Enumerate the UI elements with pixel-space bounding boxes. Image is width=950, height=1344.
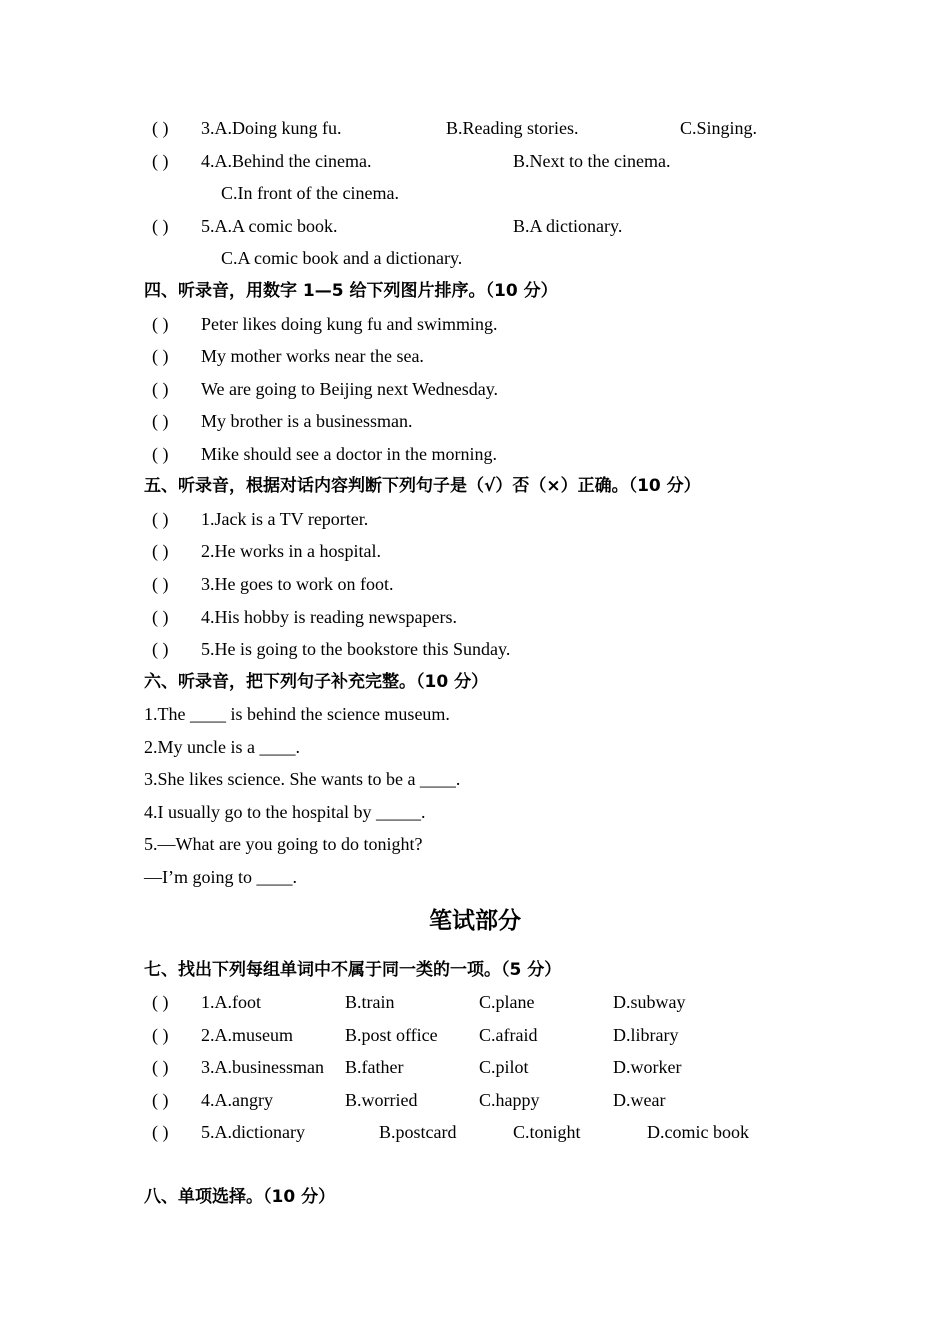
answer-bracket: ( )	[152, 992, 169, 1012]
list-item: Mike should see a doctor in the morning.	[201, 444, 497, 464]
option-a: 3.A.businessman	[201, 1057, 324, 1077]
page-title: 笔试部分	[429, 908, 521, 934]
option-d: D.worker	[613, 1057, 682, 1077]
option-d: D.comic book	[647, 1122, 749, 1142]
section5-heading: 五、听录音，根据对话内容判断下列句子是（√）否（×）正确。（10 分）	[144, 476, 701, 496]
option-b: B.post office	[345, 1025, 438, 1045]
option-c: C.pilot	[479, 1057, 529, 1077]
option-c: C.happy	[479, 1090, 540, 1110]
option-c: C.A comic book and a dictionary.	[221, 248, 463, 268]
list-item: My mother works near the sea.	[201, 346, 424, 366]
answer-bracket: ( )	[152, 216, 169, 236]
option-b: B.father	[345, 1057, 404, 1077]
section8-heading: 八、单项选择。（10 分）	[144, 1187, 336, 1207]
option-a: 5.A.dictionary	[201, 1122, 305, 1142]
section4-heading: 四、听录音，用数字 1—5 给下列图片排序。（10 分）	[144, 281, 558, 301]
option-a: 3.A.Doing kung fu.	[201, 118, 342, 138]
answer-bracket: ( )	[152, 1057, 169, 1077]
option-a: 2.A.museum	[201, 1025, 293, 1045]
option-b: B.train	[345, 992, 395, 1012]
option-d: D.library	[613, 1025, 679, 1045]
list-item: 2.My uncle is a ____.	[144, 737, 300, 757]
answer-bracket: ( )	[152, 444, 169, 464]
answer-bracket: ( )	[152, 379, 169, 399]
answer-bracket: ( )	[152, 346, 169, 366]
option-b: B.postcard	[379, 1122, 457, 1142]
option-a: 1.A.foot	[201, 992, 261, 1012]
section6-heading: 六、听录音，把下列句子补充完整。（10 分）	[144, 672, 489, 692]
answer-bracket: ( )	[152, 607, 169, 627]
answer-bracket: ( )	[152, 509, 169, 529]
option-a: 4.A.Behind the cinema.	[201, 151, 372, 171]
answer-bracket: ( )	[152, 151, 169, 171]
answer-bracket: ( )	[152, 411, 169, 431]
option-c: C.tonight	[513, 1122, 581, 1142]
list-item: 2.He works in a hospital.	[201, 541, 381, 561]
list-item: 3.He goes to work on foot.	[201, 574, 394, 594]
list-item: My brother is a businessman.	[201, 411, 413, 431]
list-item: 1.Jack is a TV reporter.	[201, 509, 369, 529]
list-item: 5.—What are you going to do tonight?	[144, 834, 423, 854]
answer-bracket: ( )	[152, 1025, 169, 1045]
answer-bracket: ( )	[152, 574, 169, 594]
list-item: Peter likes doing kung fu and swimming.	[201, 314, 498, 334]
list-item: —I’m going to ____.	[144, 867, 297, 887]
list-item: We are going to Beijing next Wednesday.	[201, 379, 499, 399]
option-a: 5.A.A comic book.	[201, 216, 338, 236]
list-item: 5.He is going to the bookstore this Sunday.	[201, 639, 511, 659]
option-b: B.Reading stories.	[446, 118, 579, 138]
option-c: C.plane	[479, 992, 535, 1012]
option-c: C.Singing.	[680, 118, 758, 138]
section7-heading: 七、找出下列每组单词中不属于同一类的一项。（5 分）	[144, 960, 562, 980]
option-b: B.A dictionary.	[513, 216, 623, 236]
option-d: D.subway	[613, 992, 686, 1012]
answer-bracket: ( )	[152, 118, 169, 138]
option-b: B.worried	[345, 1090, 418, 1110]
answer-bracket: ( )	[152, 314, 169, 334]
answer-bracket: ( )	[152, 541, 169, 561]
option-d: D.wear	[613, 1090, 666, 1110]
answer-bracket: ( )	[152, 1090, 169, 1110]
option-c: C.afraid	[479, 1025, 538, 1045]
answer-bracket: ( )	[152, 639, 169, 659]
option-a: 4.A.angry	[201, 1090, 273, 1110]
option-b: B.Next to the cinema.	[513, 151, 671, 171]
list-item: 1.The ____ is behind the science museum.	[144, 704, 450, 724]
option-c: C.In front of the cinema.	[221, 183, 399, 203]
list-item: 3.She likes science. She wants to be a ____.	[144, 769, 461, 789]
list-item: 4.I usually go to the hospital by _____.	[144, 802, 426, 822]
answer-bracket: ( )	[152, 1122, 169, 1142]
list-item: 4.His hobby is reading newspapers.	[201, 607, 457, 627]
